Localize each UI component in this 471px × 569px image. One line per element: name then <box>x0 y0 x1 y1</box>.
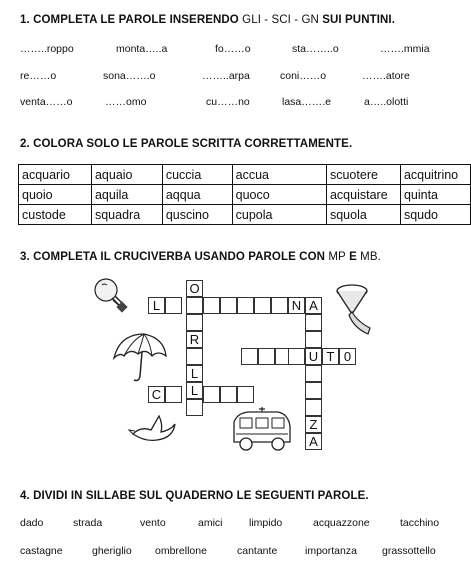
table-cell[interactable]: cuccia <box>162 165 232 185</box>
crossword-cell[interactable] <box>237 297 254 314</box>
word: dado <box>20 517 44 529</box>
table-row <box>19 165 471 185</box>
heading-text: 3. COMPLETA IL CRUCIVERBA USANDO PAROLE CON <box>20 251 326 263</box>
heading-mb: MB. <box>360 251 381 263</box>
word-blank: …….mmia <box>380 43 430 55</box>
dove-icon <box>127 410 179 446</box>
section-3-heading <box>20 251 381 263</box>
crossword-cell[interactable] <box>254 297 271 314</box>
crossword-cell[interactable] <box>186 297 203 314</box>
word: cantante <box>237 545 278 557</box>
section-1-heading <box>20 14 395 26</box>
table-cell[interactable]: scuotere <box>326 165 400 185</box>
word-blank: ……..roppo <box>20 43 74 55</box>
section-number: 1. <box>20 14 30 26</box>
crossword-cell[interactable] <box>186 348 203 365</box>
table-cell[interactable]: aquaio <box>91 165 162 185</box>
table-cell[interactable]: custode <box>19 205 92 225</box>
crossword-cell[interactable]: L <box>148 297 165 314</box>
crossword-cell[interactable]: Z <box>305 416 322 433</box>
crossword-cell[interactable] <box>305 365 322 382</box>
word-blank: coni……o <box>280 70 327 82</box>
table-row <box>19 205 471 225</box>
light-bulb-icon <box>92 276 132 316</box>
heading-text: COMPLETA LE PAROLE INSERENDO <box>33 14 239 26</box>
table-cell[interactable]: acquitrino <box>400 165 470 185</box>
word: limpido <box>249 517 283 529</box>
table-cell[interactable]: quoio <box>19 185 92 205</box>
word: grassottello <box>382 545 436 557</box>
crossword-cell[interactable] <box>305 399 322 416</box>
crossword-cell[interactable] <box>258 348 275 365</box>
crossword-cell[interactable] <box>203 297 220 314</box>
crossword-cell[interactable]: T <box>322 348 339 365</box>
word-blank: a…..olotti <box>364 96 409 108</box>
word-blank: …….atore <box>362 70 410 82</box>
ambulance-icon <box>228 406 296 454</box>
crossword-cell[interactable] <box>165 297 182 314</box>
crossword-cell[interactable] <box>305 382 322 399</box>
table-cell[interactable]: cupola <box>232 205 326 225</box>
crossword-cell[interactable] <box>271 297 288 314</box>
crossword-cell[interactable] <box>186 399 203 416</box>
word: strada <box>73 517 103 529</box>
word-blank: venta……o <box>20 96 73 108</box>
syllables-text: GLI - SCI - GN <box>242 14 319 26</box>
section-2-heading: 2. COLORA SOLO LE PAROLE SCRITTA CORRETTAMENTE. <box>20 138 353 150</box>
table-cell[interactable]: accua <box>232 165 326 185</box>
umbrella-icon <box>110 330 170 385</box>
word-blank: monta…..a <box>116 43 168 55</box>
table-cell[interactable]: acquistare <box>326 185 400 205</box>
table-cell[interactable]: quscino <box>162 205 232 225</box>
word: ombrellone <box>155 545 207 557</box>
table-cell[interactable]: aquila <box>91 185 162 205</box>
table-cell[interactable]: acquario <box>19 165 92 185</box>
crossword-cell[interactable] <box>186 314 203 331</box>
crossword-cell[interactable]: 0 <box>339 348 356 365</box>
crossword-cell[interactable] <box>305 331 322 348</box>
word: amici <box>198 517 223 529</box>
heading-mp: MP <box>328 251 346 263</box>
table-cell[interactable]: squola <box>326 205 400 225</box>
crossword-cell[interactable]: U <box>305 348 322 365</box>
crossword-cell[interactable] <box>220 386 237 403</box>
crossword-cell[interactable] <box>203 386 220 403</box>
word: vento <box>140 517 166 529</box>
word: tacchino <box>400 517 440 529</box>
word-blank: re……o <box>20 70 57 82</box>
funnel-icon <box>334 282 382 338</box>
word-blank: sta……..o <box>292 43 339 55</box>
crossword-cell[interactable]: C <box>148 386 165 403</box>
crossword-cell[interactable]: R <box>186 331 203 348</box>
heading-text-end: SUI PUNTINI. <box>322 14 396 26</box>
heading-and: E <box>349 251 357 263</box>
table-cell[interactable]: quinta <box>400 185 470 205</box>
word-blank: lasa…….e <box>282 96 332 108</box>
crossword-cell[interactable] <box>237 386 254 403</box>
table-cell[interactable]: aqqua <box>162 185 232 205</box>
table-cell[interactable]: quoco <box>232 185 326 205</box>
table-cell[interactable]: squadra <box>91 205 162 225</box>
crossword-cell[interactable]: A <box>305 297 322 314</box>
crossword-cell[interactable] <box>220 297 237 314</box>
crossword-cell[interactable] <box>165 386 182 403</box>
crossword-cell[interactable] <box>288 348 305 365</box>
crossword-cell[interactable]: O <box>186 280 203 297</box>
word: castagne <box>20 545 63 557</box>
table-cell[interactable]: squdo <box>400 205 470 225</box>
word: gheriglio <box>92 545 132 557</box>
table-row <box>19 185 471 205</box>
crossword-cell[interactable]: A <box>305 433 322 450</box>
word-blank: fo……o <box>215 43 251 55</box>
crossword-cell[interactable] <box>241 348 258 365</box>
word: acquazzone <box>313 517 370 529</box>
words-table <box>18 164 471 225</box>
word-blank: ……..arpa <box>202 70 250 82</box>
word-blank: ……omo <box>105 96 147 108</box>
word: importanza <box>305 545 357 557</box>
crossword-cell[interactable]: L <box>186 382 203 399</box>
crossword-cell[interactable] <box>305 314 322 331</box>
word-blank: cu……no <box>206 96 250 108</box>
section-4-heading: 4. DIVIDI IN SILLABE SUL QUADERNO LE SEGUENTI PAROLE. <box>20 490 369 502</box>
word-blank: sona…….o <box>103 70 156 82</box>
crossword-cell[interactable]: L <box>186 365 203 382</box>
crossword-cell[interactable]: N <box>288 297 305 314</box>
